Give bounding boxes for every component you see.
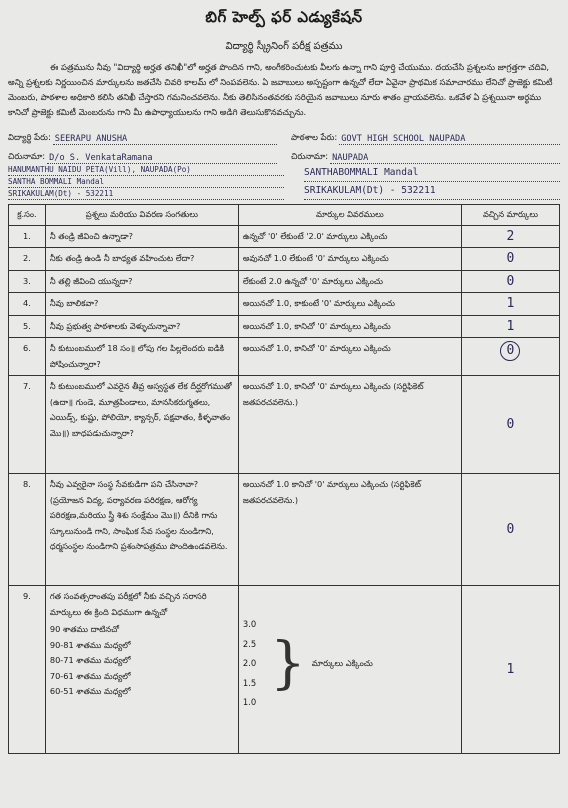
row-score[interactable]: 1 (461, 315, 559, 338)
row-serial: 7. (9, 376, 46, 474)
header-question: ప్రశ్నలు మరియు వివరణ సంగతులు (45, 205, 238, 226)
address-line-4[interactable]: SRIKAKULAM(Dt) - 532211 (8, 188, 284, 200)
table-row (9, 315, 560, 338)
header-marks-details: మార్కుల వివరములు (238, 205, 461, 226)
row-score[interactable]: 1 (461, 293, 559, 316)
school-address-label: చిరునామా: (291, 151, 329, 161)
row9-conditions (50, 622, 234, 700)
row-question-cell (45, 586, 238, 754)
scale-value: 1.0 (242, 697, 257, 707)
row9-condition: 90-81 శాతము మధ్యలో (49, 639, 131, 650)
row-marks-rule: అయినచో 1.0, కానిచో '0' మార్కులు ఎక్కించు (సర్టిఫికెట్ జతపరచవలెను.) (238, 376, 461, 474)
row-marks-rule: ఉన్నచో '0' లేకుంటే '2.0' మార్కులు ఎక్కించు (238, 225, 461, 248)
row-serial: 1. (9, 225, 46, 248)
row-question: నీ కుటుంబములో 18 సం॥ లోపు గల పిల్లలెందరు ఐడికి పోషించున్నారా? (45, 338, 238, 376)
marks-scale (243, 615, 457, 713)
header-serial: క్ర.సం. (9, 205, 46, 226)
row-score[interactable]: 0 (500, 341, 520, 361)
row-marks-rule: మార్కులు ఎక్కించు (311, 658, 373, 668)
row-serial: 5. (9, 315, 46, 338)
scale-value: 3.0 (242, 619, 257, 629)
scale-value: 2.0 (242, 658, 257, 668)
table-row (9, 376, 560, 474)
row-question: గత సంవత్సరాంతపు పరీక్షలో నీకు వచ్చిన సరాసరి మార్కులు ఈ క్రింది విధముగా ఉన్నచో (49, 591, 207, 617)
row-question: నీవు ప్రభుత్వ పాఠశాలకు వెళ్ళుచున్నావా? (45, 315, 238, 338)
brace-icon: } (270, 630, 306, 696)
table-row (9, 586, 560, 754)
row-question: నీ కుటుంబములో ఎవరైన తీవ్ర అస్వస్థత లేక దీర్ఘరోగముతో (ఉదా॥ గుండె, మూత్రపిండాలు, మానసికరుగ్మతలు, ఎయిడ్స్, కుష్టు, పోలియో, క్యాన్సర్, పక్షవాతం, కీళ్ళవాతం మొ॥) బాధపడుచున్నారా? (45, 376, 238, 474)
row-question: నీవు బాలికవా? (45, 293, 238, 316)
school-address-line-2[interactable]: SANTHABOMMALI Mandal (304, 164, 560, 182)
scale-value: 2.5 (242, 638, 257, 649)
form-subtitle: విద్యార్థి స్క్రీనింగ్ పరీక్ష పత్రము (225, 41, 343, 52)
row-serial: 6. (9, 338, 46, 376)
row-question: నీవు ఎవ్వరైనా సంస్థ సేవకుడిగా పని చేసినావా? (ప్రయోజన విద్య, పర్యావరణ పరిరక్షణ, ఆరోగ్య పరిరక్షణ,మరియు స్త్రీ శిశు సంక్షేమం మొ॥) దీనికి గాను స్కూలునుండి గాని, సాంఘిక సేవ సంస్థల నుండిగాని, ధర్మసంస్థల నుండిగాని ప్రశంసాపత్రము పొందిఉండవలెను. (45, 474, 238, 586)
row-serial: 3. (9, 270, 46, 293)
row-score[interactable]: 0 (461, 376, 559, 474)
table-header-row (9, 205, 560, 226)
row-marks-rule: లేకుంటే 2.0 ఉన్నచో '0' మార్కులు ఎక్కించు (238, 270, 461, 293)
student-details (8, 126, 560, 200)
school-name-field[interactable]: GOVT HIGH SCHOOL NAUPADA (339, 134, 560, 145)
student-name-label: విద్యార్థి పేరు: (8, 132, 51, 142)
row-score[interactable]: 0 (461, 248, 559, 271)
school-address-field[interactable]: NAUPADA (330, 153, 560, 164)
row-score[interactable]: 0 (461, 270, 559, 293)
row-question: నీ తండ్రి జీవించి ఉన్నాడా? (45, 225, 238, 248)
table-row (9, 293, 560, 316)
row-question: నీ తల్లి జీవించి యున్నదా? (45, 270, 238, 293)
instructions-paragraph: ఈ పత్రమును నీవు "విద్యార్థి అర్హత తనిఖీ"లో అర్హత పొందిన గాని, అంగీకరించుటకు వీలగు ఉన్నా గాని పూర్తి చేయుము. దయచేసి ప్రశ్నలను జాగ్రత్తగా చదివి, అన్ని ప్రశ్నలకు నిర్ణయించిన మార్కులను జతచేసి చివరి కాలమ్ లో నింపవలెను. ఏ జవాబులు అస్పష్టంగా ఉన్నచో లేదా ఏవైనా ప్రాథమిక సమాచారము లేనిచో ప్రాజెక్టు కమిటీ మెంబరు, పాఠశాల అధికారి కలిసి తనిఖీ చేస్తారని గమనించవలెను. నీకు తెలిసినంతవరకు సరియైన జవాబులు నూరు శాతం వ్రాయవలెను. ఒకవేళ ఏ ప్రశ్నయినా అర్థము కానిచో ప్రాజెక్టు కమిటీ మెంబరును గాని మీ ఉపాధ్యాయులను గాని అడిగి తెలుసుకొనవచ్చును. (8, 62, 553, 117)
row-question: నీకు తండ్రి ఉండి నీ బాధ్యత వహించుట లేదా? (45, 248, 238, 271)
address-line-2[interactable]: HANUMANTHU NAIDU PETA(Vill), NAUPADA(Po) (8, 164, 284, 176)
table-row (9, 338, 560, 376)
row-serial: 2. (9, 248, 46, 271)
row-score[interactable]: 0 (461, 474, 559, 586)
row-marks-rule: అయినచో 1.0, కానిచో '0' మార్కులు ఎక్కించు (238, 315, 461, 338)
row-score-cell (461, 338, 559, 376)
row-serial: 8. (9, 474, 46, 586)
address-line-3[interactable]: SANTHA BOMMALI Mandal (8, 176, 284, 188)
row-marks-rule: అయినచో 1.0, కానిచో '0' మార్కులు ఎక్కించు (238, 338, 461, 376)
row9-condition: 60-51 శాతము మధ్యలో (49, 686, 131, 696)
scale-value: 1.5 (242, 677, 257, 688)
table-row (9, 474, 560, 586)
address-field[interactable]: D/o S. VenkataRamana (47, 153, 277, 164)
table-row (9, 270, 560, 293)
row-marks-rule: అవునచో 1.0 లేకుంటే '0' మార్కులు ఎక్కించు (238, 248, 461, 271)
row9-condition: 80-71 శాతము మధ్యలో (49, 655, 131, 665)
row-marks-rule: అయినచో 1.0 కానిచో '0' మార్కులు ఎక్కించు (సర్టిఫికెట్ జతపరచవలెను.) (238, 474, 461, 586)
address-label: చిరునామా: (8, 151, 46, 161)
row-score[interactable]: 2 (461, 225, 559, 248)
table-row (9, 225, 560, 248)
address-continuation (8, 164, 560, 200)
row-marks-rule: అయినచో 1.0, కాకుంటే '0' మార్కులు ఎక్కించు (238, 293, 461, 316)
row9-condition: 90 శాతము దాటినచో (49, 624, 120, 634)
school-name-label: పాఠశాల పేరు: (291, 132, 338, 142)
school-address-line-3[interactable]: SRIKAKULAM(Dt) - 532211 (304, 182, 560, 200)
table-row (9, 248, 560, 271)
header-marks-obtained: వచ్చిన మార్కులు (461, 205, 559, 226)
row9-condition: 70-61 శాతము మధ్యలో (49, 670, 131, 681)
student-name-field[interactable]: SEERAPU ANUSHA (53, 134, 277, 145)
form-title: బిగ్ హెల్ప్ ఫర్ ఎడ్యుకేషన్ (205, 8, 363, 26)
row-score[interactable]: 1 (461, 586, 559, 754)
scale-values (243, 615, 256, 713)
screening-table (8, 204, 560, 754)
row-serial: 9. (9, 586, 46, 754)
row-marks-rule-cell (238, 586, 461, 754)
row-serial: 4. (9, 293, 46, 316)
